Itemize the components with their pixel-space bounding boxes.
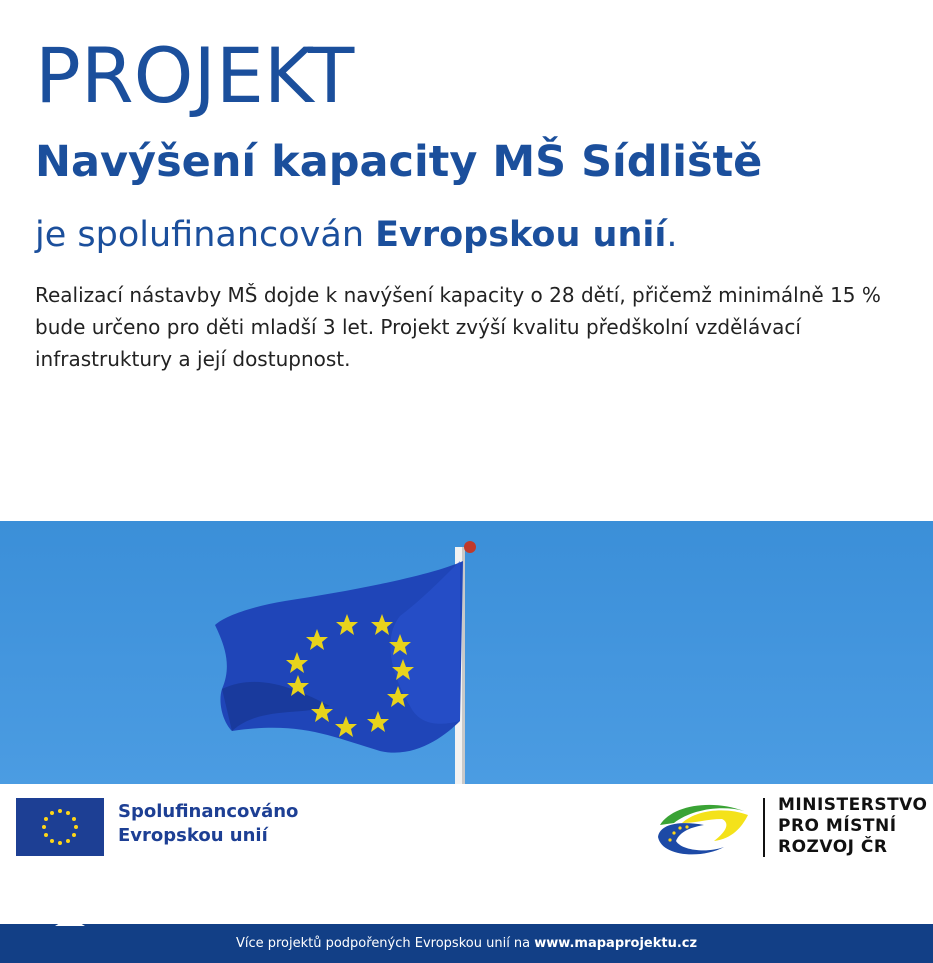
ministry-name	[778, 795, 928, 858]
footer-link[interactable]: www.mapaprojektu.cz	[534, 936, 698, 951]
cofinanced-prefix: je spolufinancován	[35, 215, 376, 255]
eu-flag-photo	[0, 521, 933, 784]
project-description: Realizací nástavby MŠ dojde k navýšení kapacity o 28 dětí, přičemž minimálně 15 % bude určeno pro děti mladší 3 let. Projekt zvýší kvalitu předškolní vzdělávací infrastruktury a její dostupnost.	[35, 283, 881, 371]
poster-kicker: PROJEKT	[35, 31, 355, 120]
eu-stars-icon	[16, 798, 104, 856]
eu-cofinance-label	[118, 800, 298, 848]
logo-divider	[763, 798, 765, 857]
cofinanced-suffix: .	[666, 215, 678, 255]
cofinanced-bold: Evropskou unií	[375, 215, 667, 255]
footer-text: Více projektů podpořených Evropskou unií na	[235, 936, 535, 951]
ministry-line3: ROZVOJ ČR	[778, 837, 888, 857]
cofinanced-statement	[35, 209, 678, 261]
ministry-logo	[652, 797, 752, 859]
eu-flag-illustration	[0, 521, 933, 784]
eu-flag-logo	[16, 798, 104, 856]
project-title: Navýšení kapacity MŠ Sídliště	[35, 137, 763, 187]
ministry-line1: MINISTERSTVO	[778, 795, 928, 815]
flagpole-finial	[464, 541, 476, 553]
eu-label-line1: Spolufinancováno	[118, 801, 299, 822]
ministry-line2: PRO MÍSTNÍ	[778, 816, 897, 836]
footer-tab-notch	[55, 917, 85, 926]
ministry-emblem-icon	[652, 797, 752, 859]
eu-label-line2: Evropskou unií	[118, 825, 268, 846]
footer-bar	[0, 924, 933, 963]
